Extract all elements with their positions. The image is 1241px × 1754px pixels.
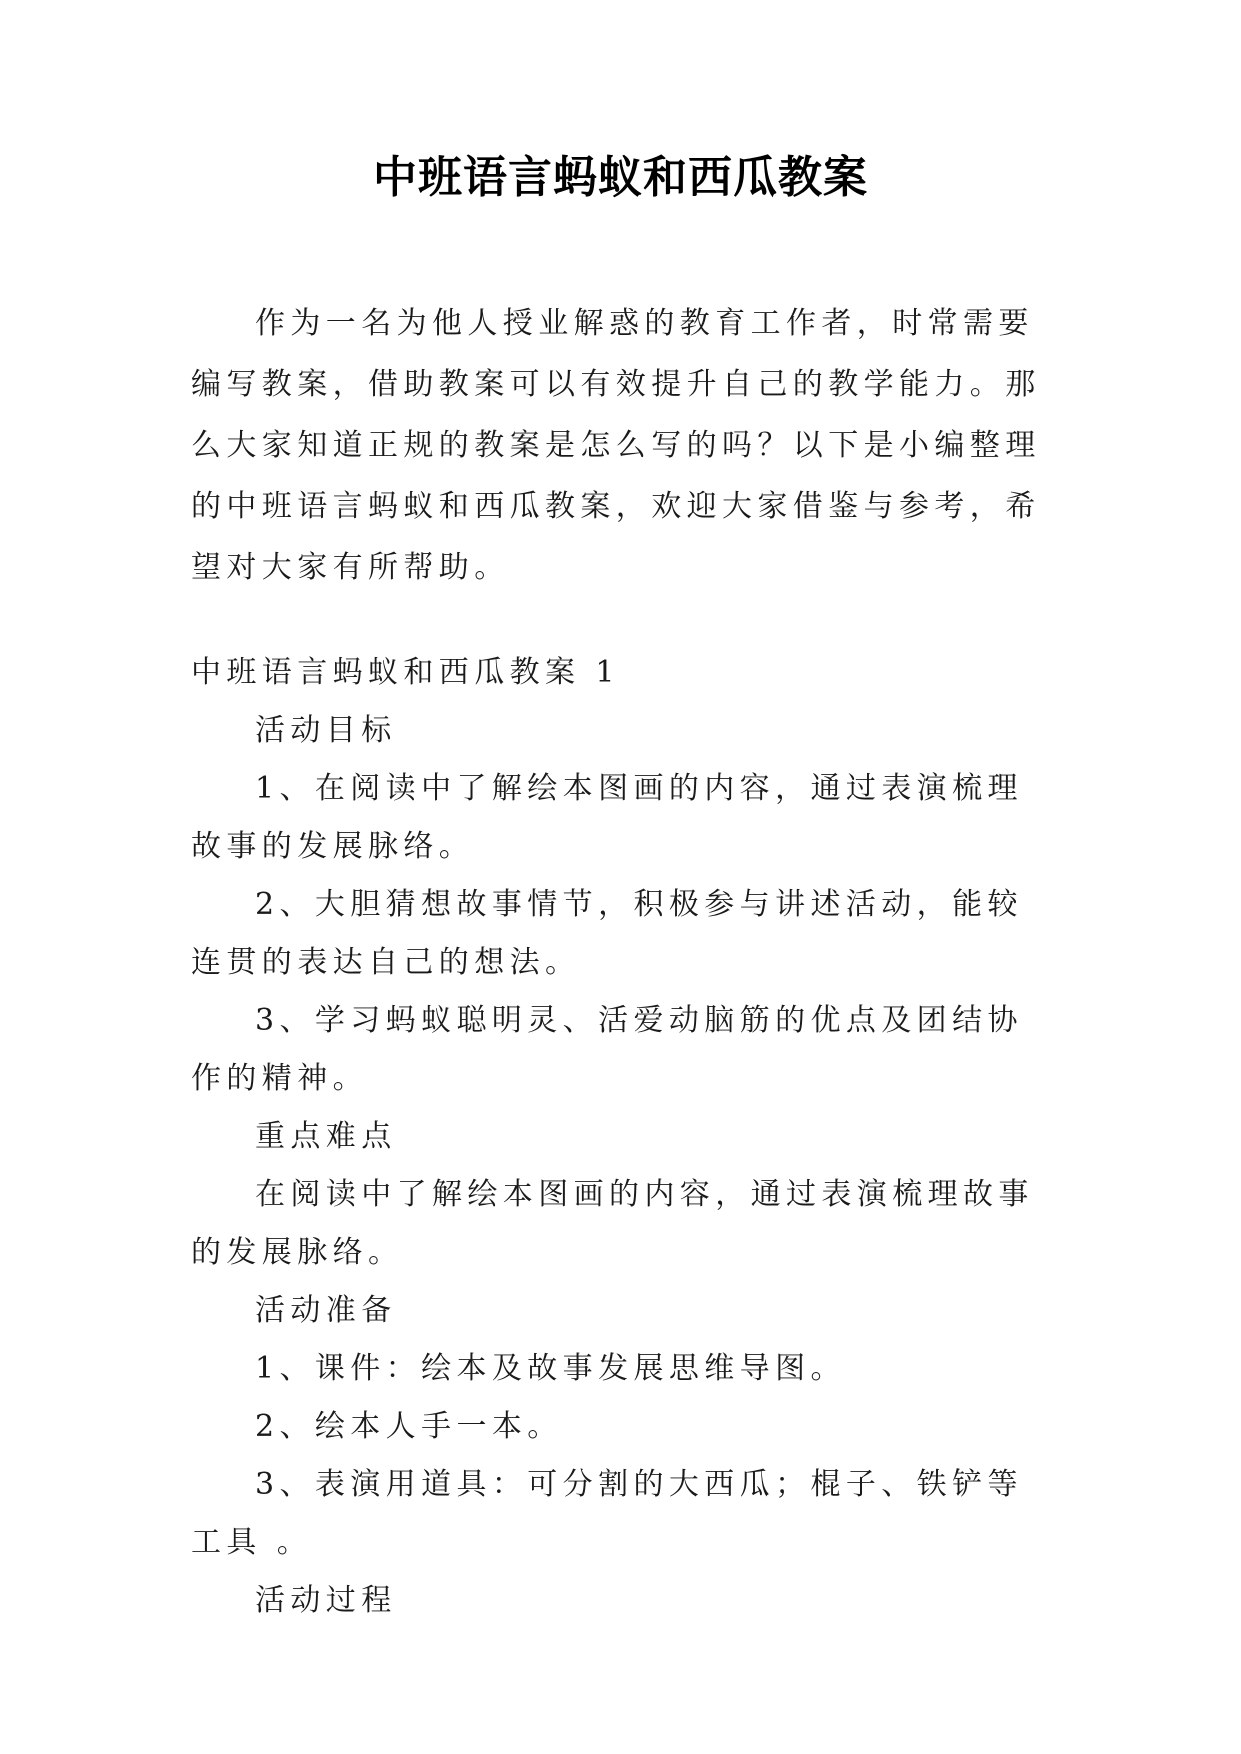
goal-item-3: 3、学习蚂蚁聪明灵、活爱动脑筋的优点及团结协作的精神。 (191, 1003, 1023, 1096)
intro-paragraph: 作为一名为他人授业解惑的教育工作者，时常需要编写教案，借助教案可以有效提升自己的教学能力。那么大家知道正规的教案是怎么写的吗？以下是小编整理的中班语言蚂蚁和西瓜教案，欢迎大家借鉴与参考，希望对大家有所帮助。 (191, 306, 1041, 585)
goal-item-1: 1、在阅读中了解绘本图画的内容，通过表演梳理故事的发展脉络。 (191, 771, 1023, 864)
preparation-item-3: 3、表演用道具：可分割的大西瓜；棍子、铁铲等工具 。 (191, 1467, 1023, 1560)
document-title: 中班语言蚂蚁和西瓜教案 (373, 152, 868, 203)
preparation-item-2: 2、绘本人手一本。 (255, 1409, 563, 1444)
preparation-item-1: 1、课件：绘本及故事发展思维导图。 (255, 1351, 846, 1386)
subheading-preparation: 活动准备 (255, 1293, 397, 1328)
subheading-activity-goals: 活动目标 (255, 713, 397, 748)
key-points-text: 在阅读中了解绘本图画的内容，通过表演梳理故事的发展脉络。 (191, 1177, 1034, 1270)
subheading-key-points: 重点难点 (255, 1119, 397, 1154)
subheading-process: 活动过程 (255, 1583, 397, 1618)
section-heading: 中班语言蚂蚁和西瓜教案 1 (191, 655, 620, 690)
section-body (191, 702, 1051, 1630)
goal-item-2: 2、大胆猜想故事情节，积极参与讲述活动，能较连贯的表达自己的想法。 (191, 887, 1023, 980)
